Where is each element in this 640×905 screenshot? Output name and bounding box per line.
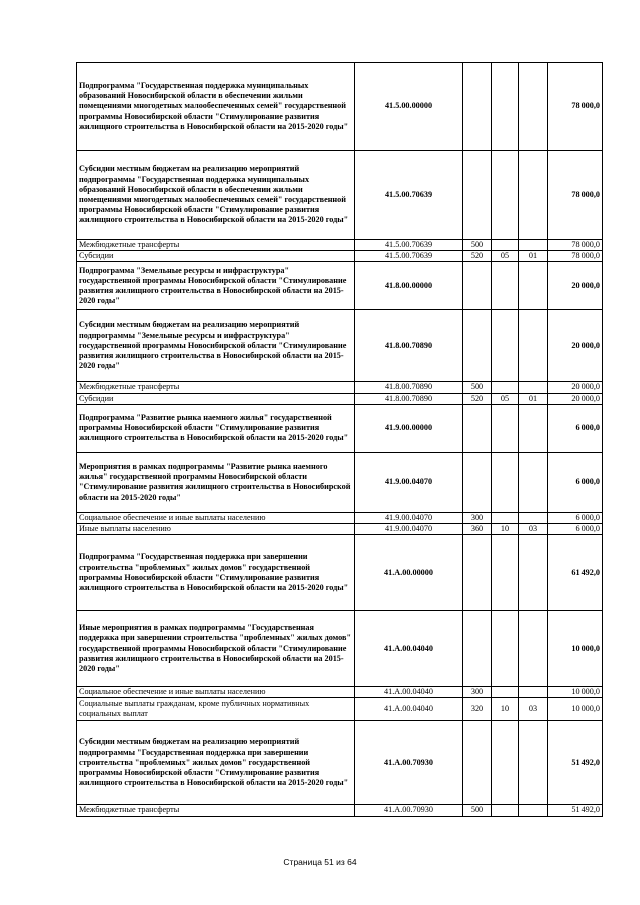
row-section-cell [492,310,519,382]
row-section-cell [492,63,519,151]
row-sum-cell: 78 000,0 [548,251,603,262]
row-subsection-cell [519,262,548,310]
row-code-cell: 41.8.00.70890 [355,393,463,404]
row-sum-cell: 20 000,0 [548,310,603,382]
row-code-cell: 41.5.00.00000 [355,63,463,151]
row-expense-type-cell: 300 [463,687,492,698]
row-name-cell: Подпрограмма "Земельные ресурсы и инфраструктура" государственной программы Новосибирской области "Стимулирование развития жилищного строительства в Новосибирской области на 2015-2020 годы" [77,262,355,310]
row-expense-type-cell: 520 [463,251,492,262]
row-code-cell: 41.А.00.04040 [355,698,463,721]
row-sum-cell: 78 000,0 [548,63,603,151]
row-code-cell: 41.8.00.70890 [355,382,463,393]
row-name-cell: Межбюджетные трансферты [77,382,355,393]
row-expense-type-cell [463,452,492,512]
row-subsection-cell [519,63,548,151]
table-row [77,382,603,393]
row-sum-cell: 51 492,0 [548,805,603,816]
row-sum-cell: 61 492,0 [548,535,603,611]
budget-table-body [77,63,603,817]
row-sum-cell: 6 000,0 [548,524,603,535]
page-footer [0,857,640,867]
row-expense-type-cell: 500 [463,805,492,816]
row-subsection-cell [519,721,548,805]
page-number-label: Страница 51 из 64 [283,857,357,867]
row-subsection-cell: 03 [519,524,548,535]
row-name-cell: Субсидии местным бюджетам на реализацию мероприятий подпрограммы "Земельные ресурсы и инфраструктура" государственной программы Новосибирской области "Стимулирование развития жилищного строительства в Новосибирской области на 2015-2020 годы" [77,310,355,382]
row-name-cell: Мероприятия в рамках подпрограммы "Развитие рынка наемного жилья" государственной программы Новосибирской области "Стимулирование развития жилищного строительства в Новосибирской области на 2015-2020 годы" [77,452,355,512]
row-expense-type-cell: 520 [463,393,492,404]
row-section-cell [492,721,519,805]
row-expense-type-cell [463,611,492,687]
row-section-cell: 05 [492,251,519,262]
row-name-cell: Подпрограмма "Государственная поддержка муниципальных образований Новосибирской области в обеспечении жильми помещениями многодетных малообеспеченных семей" государственной программы Новосибирской области "Стимулирование развития жилищного строительства в Новосибирской области на 2015-2020 годы" [77,63,355,151]
row-code-cell: 41.9.00.04070 [355,512,463,523]
table-row [77,404,603,452]
row-expense-type-cell [463,535,492,611]
row-name-cell: Иные выплаты населению [77,524,355,535]
row-section-cell [492,382,519,393]
row-name-cell: Субсидии местным бюджетам на реализацию мероприятий подпрограммы "Государственная поддержка при завершении строительства "проблемных" жилых домов" государственной программы Новосибирской области "Стимулирование развития жилищного строительства в Новосибирской области на 2015-2020 годы" [77,721,355,805]
row-code-cell: 41.9.00.04070 [355,524,463,535]
row-subsection-cell [519,310,548,382]
table-row [77,240,603,251]
row-sum-cell: 6 000,0 [548,452,603,512]
table-row [77,151,603,240]
row-name-cell: Межбюджетные трансферты [77,805,355,816]
table-row [77,535,603,611]
row-name-cell: Социальное обеспечение и иные выплаты населению [77,512,355,523]
row-section-cell [492,535,519,611]
budget-table [76,62,603,817]
row-section-cell [492,151,519,240]
row-subsection-cell [519,805,548,816]
row-expense-type-cell: 360 [463,524,492,535]
row-subsection-cell [519,382,548,393]
row-sum-cell: 6 000,0 [548,404,603,452]
row-sum-cell: 6 000,0 [548,512,603,523]
row-section-cell: 05 [492,393,519,404]
table-row [77,721,603,805]
row-section-cell: 10 [492,698,519,721]
row-name-cell: Иные мероприятия в рамках подпрограммы "Государственная поддержка при завершении строительства "проблемных" жилых домов" государственной программы Новосибирской области "Стимулирование развития жилищного строительства в Новосибирской области на 2015-2020 годы" [77,611,355,687]
table-row [77,393,603,404]
row-name-cell: Субсидии [77,251,355,262]
row-expense-type-cell: 300 [463,512,492,523]
row-subsection-cell: 01 [519,251,548,262]
row-sum-cell: 10 000,0 [548,611,603,687]
row-subsection-cell [519,240,548,251]
table-row [77,698,603,721]
row-name-cell: Социальные выплаты гражданам, кроме публичных нормативных социальных выплат [77,698,355,721]
row-expense-type-cell: 500 [463,382,492,393]
row-subsection-cell [519,687,548,698]
row-subsection-cell [519,151,548,240]
row-sum-cell: 78 000,0 [548,240,603,251]
row-subsection-cell [519,452,548,512]
row-code-cell: 41.5.00.70639 [355,251,463,262]
row-expense-type-cell [463,310,492,382]
row-expense-type-cell [463,151,492,240]
row-subsection-cell [519,535,548,611]
row-code-cell: 41.А.00.70930 [355,721,463,805]
table-row [77,512,603,523]
row-subsection-cell [519,404,548,452]
row-code-cell: 41.9.00.00000 [355,404,463,452]
row-name-cell: Подпрограмма "Государственная поддержка при завершении строительства "проблемных" жилых домов" государственной программы Новосибирской области "Стимулирование развития жилищного строительства в Новосибирской области на 2015-2020 годы" [77,535,355,611]
row-sum-cell: 51 492,0 [548,721,603,805]
row-code-cell: 41.А.00.04040 [355,687,463,698]
row-section-cell [492,262,519,310]
row-subsection-cell: 03 [519,698,548,721]
table-row [77,63,603,151]
row-expense-type-cell [463,404,492,452]
row-section-cell: 10 [492,524,519,535]
table-row [77,687,603,698]
row-code-cell: 41.5.00.70639 [355,151,463,240]
row-section-cell [492,240,519,251]
row-sum-cell: 20 000,0 [548,393,603,404]
row-section-cell [492,404,519,452]
table-row [77,805,603,816]
row-sum-cell: 20 000,0 [548,262,603,310]
row-code-cell: 41.5.00.70639 [355,240,463,251]
row-code-cell: 41.А.00.04040 [355,611,463,687]
row-expense-type-cell [463,63,492,151]
row-subsection-cell [519,512,548,523]
row-section-cell [492,687,519,698]
row-code-cell: 41.А.00.70930 [355,805,463,816]
row-expense-type-cell: 500 [463,240,492,251]
row-name-cell: Подпрограмма "Развитие рынка наемного жилья" государственной программы Новосибирской области "Стимулирование развития жилищного строительства в Новосибирской области на 2015-2020 годы" [77,404,355,452]
row-sum-cell: 10 000,0 [548,698,603,721]
row-code-cell: 41.8.00.00000 [355,262,463,310]
table-row [77,310,603,382]
row-sum-cell: 10 000,0 [548,687,603,698]
row-subsection-cell [519,611,548,687]
table-row [77,524,603,535]
row-expense-type-cell [463,721,492,805]
row-section-cell [492,452,519,512]
table-row [77,262,603,310]
row-sum-cell: 20 000,0 [548,382,603,393]
row-section-cell [492,611,519,687]
table-row [77,611,603,687]
table-row [77,452,603,512]
row-code-cell: 41.9.00.04070 [355,452,463,512]
row-code-cell: 41.А.00.00000 [355,535,463,611]
table-row [77,251,603,262]
row-name-cell: Межбюджетные трансферты [77,240,355,251]
row-sum-cell: 78 000,0 [548,151,603,240]
row-code-cell: 41.8.00.70890 [355,310,463,382]
row-name-cell: Субсидии [77,393,355,404]
row-subsection-cell: 01 [519,393,548,404]
row-name-cell: Социальное обеспечение и иные выплаты населению [77,687,355,698]
row-expense-type-cell [463,262,492,310]
row-section-cell [492,805,519,816]
row-section-cell [492,512,519,523]
row-expense-type-cell: 320 [463,698,492,721]
row-name-cell: Субсидии местным бюджетам на реализацию мероприятий подпрограммы "Государственная поддержка муниципальных образований Новосибирской области в обеспечении жильми помещениями многодетных малообеспеченных семей" государственной программы Новосибирской области "Стимулирование развития жилищного строительства в Новосибирской области на 2015-2020 годы" [77,151,355,240]
